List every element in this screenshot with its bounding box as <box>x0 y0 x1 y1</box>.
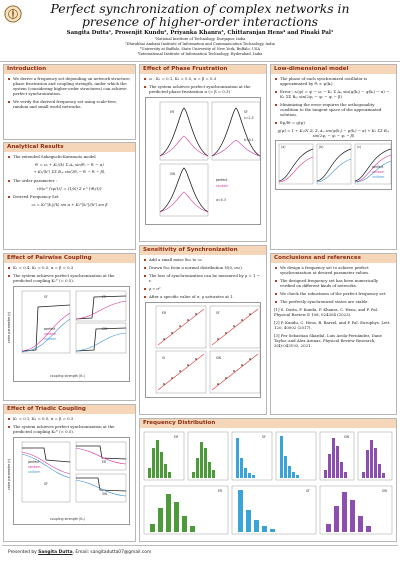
poster-title: Perfect synchronization of complex networks in presence of higher-order interactions <box>50 1 350 29</box>
lowdim-bullet: δψ/δt = g(ψ) <box>274 120 393 125</box>
pairwise-xlabel: coupling strength (K₁) <box>50 374 85 378</box>
analytical-bullet: The extended Sakaguchi-Kuramoto model <box>7 154 132 159</box>
lowdim-inset-label: (c) <box>357 145 362 149</box>
legend-uniform: uniform <box>372 175 385 179</box>
distribution-sw-top <box>320 432 354 480</box>
frequency-set-equation: ωᵢ = K₁ᴰ|kᵢ|/⟨k⟩ sin α + K₂ᴰ|kᵢ²|/⟨k²⟩ sin β <box>31 202 108 207</box>
frustration-panel <box>139 64 267 242</box>
pairwise-plot <box>14 287 132 373</box>
intro-bullet: We derive a frequency set depending on network structure, phase frustration and coupling strength, under which the system (considering higher-order structures) can achieve perfect synchronization. <box>7 76 132 96</box>
frustration-figure <box>145 97 261 225</box>
legend-uniform: uniform <box>28 470 41 474</box>
poster-header <box>0 0 400 62</box>
pairwise-inset-right-bottom <box>76 323 126 353</box>
frustration-bullet: The system achieves perfect synchronization at the predicted phase frustration α (= β = 0.3) <box>143 84 263 94</box>
triadic-bullet: The system achieves perfect synchronization at the predicted coupling K₂ᴰ (= 0.5). <box>7 424 132 434</box>
sensitivity-bullet: Add a small noise δωᵢ to ωᵢ. <box>143 257 263 262</box>
triadic-ylabel: order parameter (r) <box>7 458 12 491</box>
legend-random: random <box>372 170 385 174</box>
distribution-er-bottom <box>188 432 228 480</box>
lowdim-inset-label: (b) <box>319 145 324 149</box>
distribution-panel <box>139 418 397 542</box>
presenter-email[interactable]: , Email: sangitadutta07@gmail.com <box>72 550 152 555</box>
sensitivity-heading: Sensitivity of Synchronization <box>140 246 266 255</box>
sensitivity-figure <box>145 302 261 398</box>
sensitivity-inset-label: SI <box>162 356 165 360</box>
sensitivity-plot <box>146 303 266 397</box>
distribution-label: SF <box>262 435 266 439</box>
distribution-heading: Frequency Distribution <box>140 419 396 428</box>
legend-random: random <box>28 465 41 469</box>
affiliation-3: ³University at Buffalo, State University of New York, Buffalo, USA <box>139 47 260 51</box>
legend-perfect: perfect <box>28 460 40 464</box>
pairwise-inset-left <box>22 291 70 353</box>
pairwise-panel <box>3 253 136 401</box>
presenter-name[interactable]: Sangita Dutta <box>38 550 73 555</box>
triadic-bullet: K₁ = 0.1, K₂ = 0.5, α = β = 0.3 <box>7 416 132 421</box>
distribution-lower-row <box>144 486 392 534</box>
legend-random: random <box>216 184 229 188</box>
pairwise-figure <box>7 286 130 382</box>
triadic-panel <box>3 404 136 542</box>
pairwise-inset-right-top <box>76 291 126 321</box>
reference-2: [2] P. Kundu, C. Hens, B. Barzel, and P. Pal. Europhys. Lett. 120, 40002 (2017). <box>274 320 391 330</box>
presenter-prefix: Presented by <box>8 550 39 555</box>
pairwise-bullet: K₁ = 0.4, K₂ = 0.5, α = β = 0.3 <box>7 265 132 270</box>
institute-logo-icon <box>4 5 22 23</box>
conclusions-panel <box>270 253 397 415</box>
lowdim-panel <box>270 64 397 250</box>
sensitivity-inset-label: SW <box>216 356 222 360</box>
legend-random: random <box>44 332 57 336</box>
reference-3: [3] Per Sebastian Skardal, Luis Arola-Fernández, Dane Taylor, and Alex Arenas. Physical Review Research, 3(4):043193, 2021. <box>274 333 382 348</box>
sensitivity-bullet: The loss of synchronization can be measured by ρ = 1 − r. <box>143 273 263 283</box>
pairwise-heading: Effect of Pairwise Coupling <box>4 254 135 263</box>
affiliation-2: ²Dhirubhai Ambani Institute of Information and Communication Technology, India <box>125 42 275 46</box>
intro-bullet: We verify the derived frequency set using scale-free, random and small world networks. <box>7 99 132 109</box>
frustration-param: K=0.1 <box>244 138 254 142</box>
distribution-sw-bottom <box>358 432 392 480</box>
analytical-bullet: Derived Frequency Set <box>7 194 132 199</box>
pairwise-inset-label: SW <box>102 327 108 331</box>
affiliation-4: ⁴International Institute of Information Technology, Hyderabad, India <box>137 52 263 56</box>
analytical-bullet: The order parameter : <box>7 178 132 183</box>
model-equation: θ̇ᵢ = ωᵢ + K₁/⟨k⟩ Σ Aᵢⱼ sin(θⱼ − θᵢ − α) <box>35 162 104 167</box>
lowdim-bullet: Minimizing the error requires the orthogonality condition to the tangent space of the approximated solution. <box>274 102 393 117</box>
frustration-inset-label: SF <box>244 110 248 114</box>
triadic-inset-label: ER <box>102 460 107 464</box>
pairwise-ylabel: order parameter (r) <box>7 311 12 344</box>
distribution-sf-bottom <box>276 432 316 480</box>
conclusion-bullet: The perfectly synchronized states are stable. <box>274 299 393 304</box>
frustration-heading: Effect of Phase Frustration <box>140 65 266 74</box>
distribution-label: ER <box>174 435 179 439</box>
analytical-heading: Analytical Results <box>4 143 135 152</box>
triadic-xlabel: coupling strength (K₂) <box>50 517 85 521</box>
model-equation-cont: + K₂/⟨k²⟩ ΣΣ Bᵢⱼₗ sin(2θⱼ − θₗ − θᵢ − β), <box>33 169 106 174</box>
affiliation-1: ¹National Institute of Technology, Durgapur, India <box>154 37 246 41</box>
legend-perfect: perfect <box>216 178 228 182</box>
sensitivity-panel <box>139 245 267 415</box>
lowdim-heading: Low-dimensional model <box>271 65 396 74</box>
distribution-label: SW <box>382 489 388 493</box>
legend-perfect: perfect <box>372 165 384 169</box>
triadic-inset-label: SF <box>44 482 48 486</box>
poster-footer <box>2 545 398 560</box>
lowdim-bullet: Error : εᵢ(ψ) = ψ̇ − ωᵢ − K₁ Σ Aᵢⱼ sin(ψ(kⱼ) − ψ(kᵢ) − α) − K₂ ΣΣ Bᵢⱼₗ sin(2ψⱼ − ψₗ − ψᵢ − β) <box>274 89 393 99</box>
legend-uniform: uniform <box>44 337 57 341</box>
distribution-plots <box>140 428 396 540</box>
introduction-heading: Introduction <box>4 65 135 74</box>
reference-1: [1] S. Dutta, P. Kundu, P. Khanra, C. Hens, and P. Pal. Physical Review E 108, 024304 (2023). <box>274 307 379 317</box>
frustration-param: γ=2.5 <box>244 116 254 120</box>
lowdim-figure <box>275 140 392 190</box>
frustration-bullet: ω : K₁ = 0.1, K₂ = 0.5, α = β = 0.3 <box>143 76 263 81</box>
introduction-panel <box>3 64 136 140</box>
triadic-heading: Effect of Triadic Coupling <box>4 405 135 414</box>
conclusion-bullet: We design a frequency set to achieve perfect synchronization at desired parameter values. <box>274 265 393 275</box>
triadic-inset-label: SW <box>102 492 108 496</box>
pairwise-bullet: The system achieves perfect synchronization at the predicted coupling K₁ᴰ (= 0.5). <box>7 273 132 283</box>
frustration-inset-label: SW <box>170 172 176 176</box>
lowdim-inset-label: (a) <box>281 145 286 149</box>
distribution-label: SF <box>306 489 310 493</box>
g-equation: g(ψ) = 1 + K₁/N Σₖ Σⱼ Aᵢⱼ sin(ψ(kⱼ) − ψ(kᵢ) − α) + K₂ ΣΣ Bᵢⱼₗ sin(2ψⱼ − ψₗ − ψᵢ − β) <box>277 128 390 138</box>
frustration-param: α=0.3 <box>216 198 226 202</box>
distribution-sf-top <box>232 432 272 480</box>
order-parameter-equation: r(t)e^{iψ(t)} = (1/N) Σ e^{iθⱼ(t)} <box>36 186 103 191</box>
distribution-label: SW <box>344 435 350 439</box>
sensitivity-inset-label: ER <box>162 311 167 315</box>
distribution-er-top <box>144 432 184 480</box>
triadic-plot <box>14 438 132 518</box>
pairwise-inset-label: SF <box>44 295 48 299</box>
sensitivity-bullet: ρ ∝ σ² <box>143 286 263 291</box>
sensitivity-bullet: After a specific value of σ, ρ saturates at 1. <box>143 294 263 299</box>
conclusion-bullet: We check the robustness of the perfect frequency set. <box>274 291 393 296</box>
frustration-inset-label: ER <box>170 110 175 114</box>
lowdim-bullet: The phase of each synchronized oscillator is approximated by θᵢ ≈ ψ(kᵢ) <box>274 76 393 86</box>
distribution-label: ER <box>218 489 223 493</box>
pairwise-inset-label: ER <box>102 295 107 299</box>
sensitivity-inset-label: SF <box>216 311 220 315</box>
sensitivity-bullet: Drawn δωᵢ from a normal distribution N(0, σω). <box>143 265 263 270</box>
analytical-panel <box>3 142 136 250</box>
legend-perfect: perfect <box>44 327 56 331</box>
author-list: Sangita Dutta¹, Prosenjit Kundu², Priyanka Khanra³, Chittaranjan Hens⁴ and Pinaki Pal¹ <box>66 30 334 36</box>
triadic-figure <box>7 437 130 525</box>
conclusions-heading: Conclusions and references <box>271 254 396 263</box>
conclusion-bullet: The designed frequency set has been numerically verified on different kinds of networks. <box>274 278 393 288</box>
